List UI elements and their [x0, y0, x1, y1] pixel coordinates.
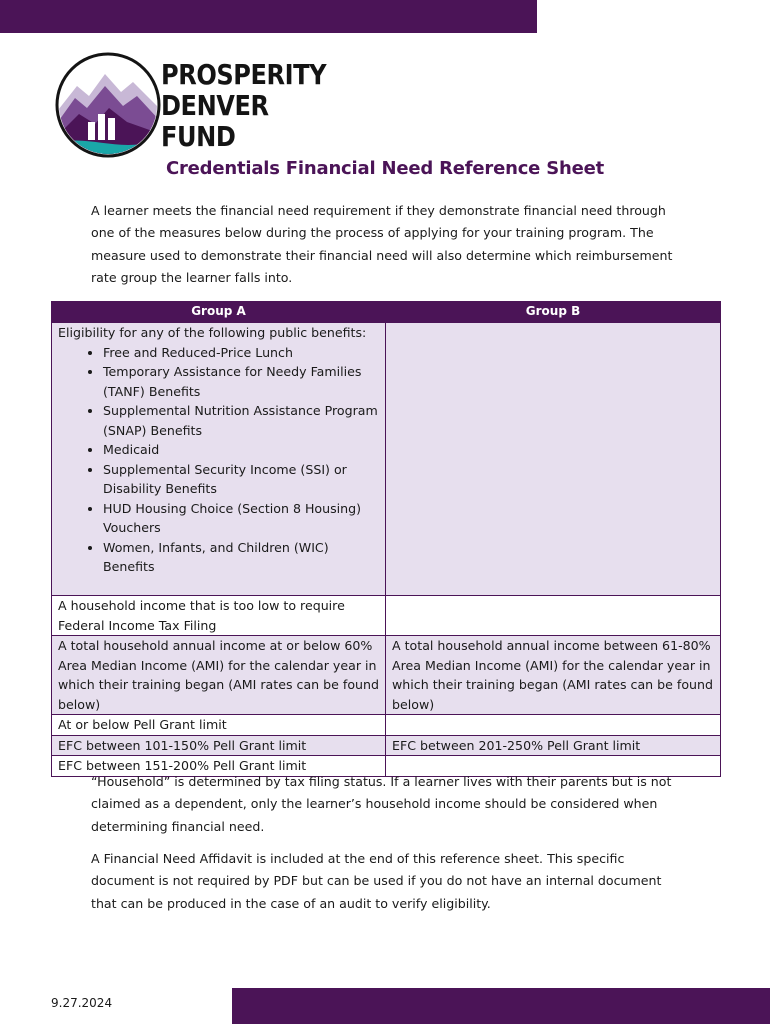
- header-group-b: Group B: [386, 302, 721, 323]
- benefits-cell-group-b: [386, 323, 721, 596]
- table-row: [52, 735, 721, 756]
- table-cell-b: [386, 596, 721, 636]
- list-item: • Supplemental Security Income (SSI) or Disability Benefits: [103, 460, 380, 499]
- intro-paragraph: A learner meets the financial need requirement if they demonstrate financial need through one of the measures below during the process of applying for your training program. The measure used to demonstrate their financial need will also determine which reimbursement rate group the learner falls into.: [91, 203, 673, 286]
- table-cell-b: [386, 715, 721, 736]
- list-item: • Temporary Assistance for Needy Families (TANF) Benefits: [103, 362, 380, 401]
- table-row: [52, 636, 721, 715]
- top-brand-bar: [0, 0, 537, 33]
- list-item: • Supplemental Nutrition Assistance Program (SNAP) Benefits: [103, 401, 380, 440]
- table-row: [52, 715, 721, 736]
- benefits-intro: Eligibility for any of the following public benefits:: [58, 325, 367, 340]
- mountain-emblem-icon: [55, 52, 161, 158]
- table-row-benefits: [52, 323, 721, 596]
- household-note: “Household” is determined by tax filing status. If a learner lives with their parents but is not claimed as a dependent, only the learner’s household income should be considered when determining financial need.: [91, 774, 672, 834]
- benefits-list: [58, 343, 380, 577]
- page-title: Credentials Financial Need Reference Sheet: [165, 158, 605, 179]
- financial-need-table: [51, 301, 721, 777]
- table-cell-a: EFC between 151-200% Pell Grant limit: [52, 756, 386, 777]
- header-group-a: Group A: [52, 302, 386, 323]
- list-item: • Medicaid: [103, 440, 380, 460]
- list-item: • Free and Reduced-Price Lunch: [103, 343, 380, 363]
- table-cell-b: EFC between 201-250% Pell Grant limit: [386, 735, 721, 756]
- table-cell-a: A total household annual income at or below 60% Area Median Income (AMI) for the calendar year in which their training began (AMI rates can be found below): [52, 636, 386, 715]
- bottom-brand-bar: [232, 988, 770, 1024]
- table-cell-a: EFC between 101-150% Pell Grant limit: [52, 735, 386, 756]
- prosperity-denver-fund-logo: [55, 52, 325, 162]
- table-row: [52, 596, 721, 636]
- logo-line-2: DENVER: [161, 89, 269, 122]
- table-cell-b: A total household annual income between 61-80% Area Median Income (AMI) for the calendar year in which their training began (AMI rates can be found below): [386, 636, 721, 715]
- affidavit-note: A Financial Need Affidavit is included at the end of this reference sheet. This specific document is not required by PDF but can be used if you do not have an internal document that can be produced in the case of an audit to verify eligibility.: [91, 851, 662, 911]
- table-header-row: [52, 302, 721, 323]
- logo-line-1: PROSPERITY: [161, 58, 327, 91]
- logo-line-3: FUND: [161, 120, 236, 153]
- table-cell-a: A household income that is too low to require Federal Income Tax Filing: [52, 596, 386, 636]
- list-item: • Women, Infants, and Children (WIC) Benefits: [103, 538, 380, 577]
- document-date: 9.27.2024: [51, 996, 113, 1010]
- benefits-cell: [52, 323, 386, 596]
- list-item: • HUD Housing Choice (Section 8 Housing) Vouchers: [103, 499, 380, 538]
- table-cell-a: At or below Pell Grant limit: [52, 715, 386, 736]
- logo-wordmark: [161, 59, 326, 152]
